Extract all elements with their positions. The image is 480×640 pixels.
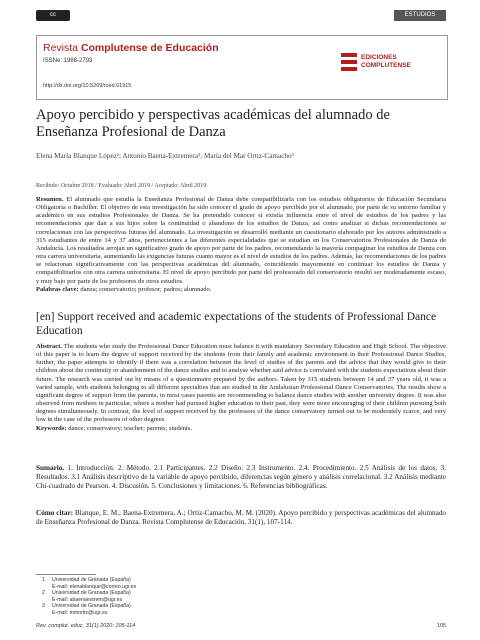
footnote-email[interactable]: E-mail: mmortiz@ugr.es: [52, 609, 108, 616]
english-title: [en] Support received and academic expectations of the students of Professional Dance Education: [36, 311, 437, 337]
como-citar: [36, 509, 446, 527]
publisher-name: [361, 54, 411, 70]
doi-link[interactable]: http://dx.doi.org/10.5209/rced.61915: [43, 83, 132, 89]
citar-label: Cómo citar:: [36, 509, 74, 517]
journal-name: [43, 42, 219, 54]
review-dates: Recibido: Octubre 2018 / Evaluado: Abril 2019 / Aceptado: Abril 2019: [36, 183, 207, 189]
footer-citation: Rev. complut. educ. 31(1) 2020: 105-114: [36, 623, 136, 629]
cc-license-badge: cc: [36, 10, 70, 21]
footnote-number: 1: [42, 577, 45, 583]
journal-name-bold: Complutense de Educación: [80, 42, 219, 54]
publisher-line2: COMPLUTENSE: [361, 62, 411, 69]
journal-name-plain: Revista: [43, 42, 81, 54]
palabras-label: Palabras clave:: [36, 285, 79, 293]
authors: Elena María Blanque López¹; Antonio Baena-Extremera²; María del Mar Ortiz-Camacho³: [36, 152, 294, 160]
journal-header: [36, 35, 448, 100]
palabras-text: danza; conservatorio; profesor; padres; alumnado.: [78, 285, 212, 293]
footnote-email[interactable]: E-mail: elenablanque@correo.ugr.es: [52, 583, 137, 590]
publisher-logo-icon: [341, 53, 357, 71]
footnote-3: [42, 603, 342, 610]
top-bar: [36, 10, 446, 22]
resumen-paragraph: [36, 196, 446, 286]
citar-text: Blanque, E. M.; Baena-Extremera, A.; Ortiz-Camacho, M. M. (2020). Apoyo percibido y perspectivas académicas del alumnado de Enseñanza Profesional de Danza. Revista Complutense de Educación, 31(1), 107-114.: [36, 509, 447, 527]
article-title: Apoyo percibido y perspectivas académicas del alumnado de Enseñanza Profesional de Danza: [36, 107, 390, 140]
footnote-3-email-row: [42, 610, 342, 617]
publisher-line1: EDICIONES: [361, 54, 397, 61]
footnote-email[interactable]: E-mail: abaenaextrem@ugr.es: [52, 596, 123, 603]
publisher-logo: [341, 51, 421, 77]
resumen-text: El alumnado que estudia la Enseñanza Profesional de Danza debe compatibilizarla con los estudios obligatorios de Educación Secundaria Obligatoria o Bachiller. El objetivo de esta investigación ha sido conocer el grado de apoyo percibido por el alumnado, por parte de su entorno familiar y académico en sus estudios Profesionales de Danza. Se ha pretendido conocer si existía influencia entre el nivel de estudios de los padres y las recomendaciones que dan a sus hijos sobre la continuidad o abandono de los estudios de Danza, así como analizar si dichas recomendaciones se correlacionan con las perspectivas futuras del alumnado. La investigación se desarrolló mediante un cuestionario elaborado por los autores administrado a 315 estudiantes de entre 14 y 37 años, pertenecientes a las diferentes especialidades que se estudian en los Conservatorios Profesionales de Danza de Andalucía. Los resultados arrojan un significativo grado de apoyo por parte de los padres, recomendando la mayoría compaginar los estudios de Danza con otra carrera universitaria, aumentando las exigencias futuras cuanto mayor es el nivel de estudios de los padres. Además, las recomendaciones de los padres se relacionan significativamente con las perspectivas académicas del alumnado, coincidiendo mayormente en continuar los estudios de Danza y compatibilizarlos con otra carrera universitaria. El nivel de apoyo percibido por parte del profesorado del conservatorio resultó ser moderadamente escaso, y muy bajo por parte de los profesores de otros estudios.: [36, 196, 446, 285]
issn: ISSNe: 1988-2793: [43, 58, 93, 64]
sumario-label: Sumario.: [36, 464, 65, 472]
abstract-paragraph: [36, 343, 446, 425]
palabras-paragraph: [36, 286, 446, 294]
abstract-text: The students who study the Professional Dance Education must balance it with mandatory Secondary Education and High School. The objective of this paper is to learn the degree of support received by the students from their family and academic environment in their Professional Dance Studies, further, the paper attempts to identify if there was a correlation between the level of studies of the parents and the advice that they would give to their children about the continuity or abandonment of the dance studies and to analyse whether said advice is correlated with the students expectations about their future. The research was carried out by means of a questionnaire prepared by the authors. Taken by 315 students between 14 and 37 years old, it was a varied sample, with students belonging to all different specialties that are studied in the Andalusian Professional Dance Conservatories. The results show a significant degree of support from the parents, in most cases parents are recommending to balance dance studies with another university degree. It was also observed from mothers in particular, where a mother had pursued higher education in their past, they were more encouraging of their children pursuing both degrees simultaneously. In contrast, the level of support received by the professors of the dance conservatory turned out to be moderately scarce, and very low in the case of the professors of other degrees.: [36, 343, 446, 424]
page-number: 105: [436, 623, 446, 629]
footnote-affiliation: Universidad de Granada (España): [52, 590, 131, 597]
abstract-en: [36, 343, 446, 433]
footnote-affiliation: Universidad de Granada (España): [52, 577, 131, 583]
keywords-paragraph: [36, 425, 446, 433]
footnote-2: [42, 590, 342, 597]
footnote-2-email-row: [42, 597, 342, 604]
footnote-number: 2: [42, 590, 45, 597]
footnote-divider: [36, 574, 96, 575]
footnote-1-email-row: [42, 584, 342, 591]
footnote-number: 3: [42, 603, 45, 610]
footnotes: [42, 577, 342, 617]
keywords-text: dance; conservatory; teacher; parents; students.: [66, 424, 192, 432]
resumen: [36, 196, 446, 294]
abstract-label: Abstract.: [36, 343, 62, 350]
sumario: [36, 464, 446, 492]
resumen-label: Resumen.: [36, 196, 64, 203]
section-badge: ESTUDIOS: [394, 10, 446, 21]
footnote-affiliation: Universidad de Granada (España): [52, 603, 131, 610]
footnote-1: [42, 577, 342, 584]
keywords-label: Keywords:: [36, 424, 67, 432]
sumario-text: 1. Introducción. 2. Método. 2.1 Participantes. 2.2 Diseño. 2.3 Instrumento. 2.4. Procedimiento. 2.5 Análisis de los datos. 3. Resultados. 3.1 Análisis descriptivo de la variable de apoyo percibido, diferencias según género y análisis correlacional. 3.2 Análisis mediante Chi-cuadrado de Pearson. 4. Discusión. 5. Conclusiones y limitaciones. 6. Referencias bibliográficas.: [36, 464, 446, 491]
